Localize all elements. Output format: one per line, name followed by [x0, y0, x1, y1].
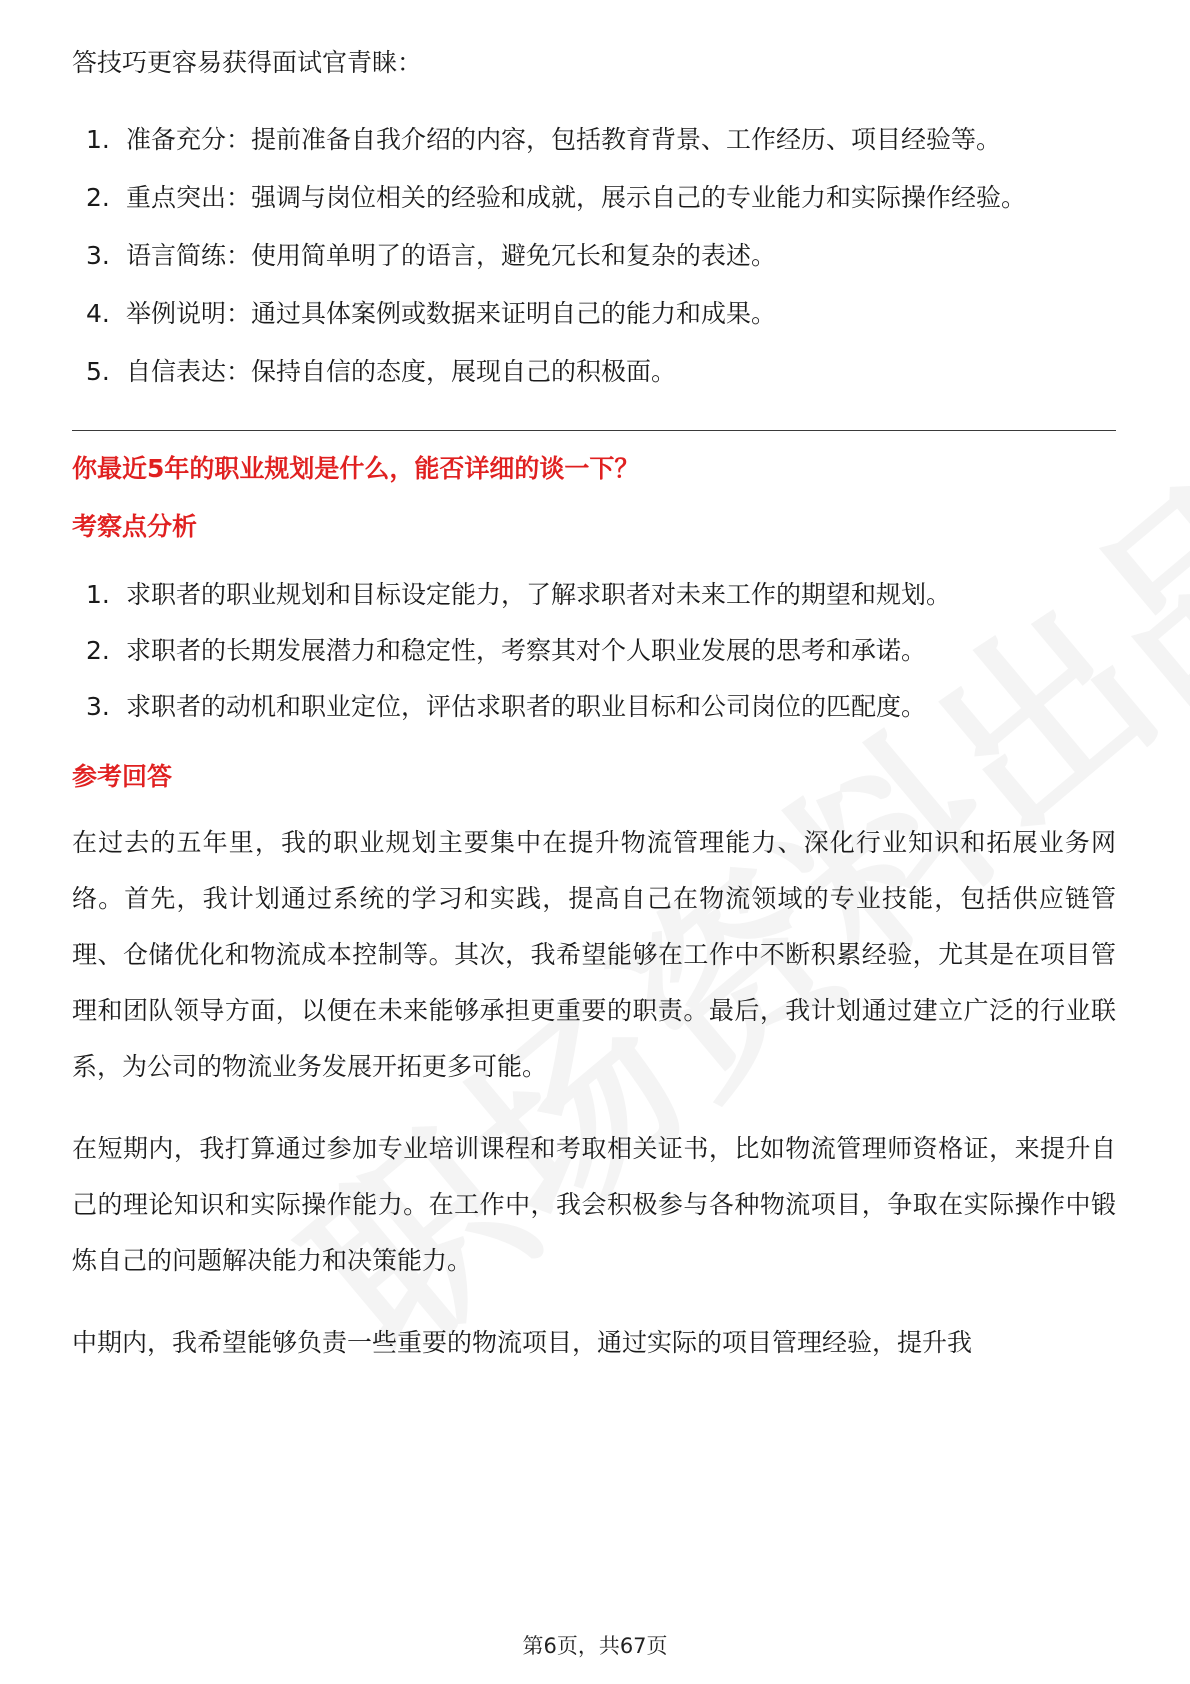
list-number: 3. — [86, 692, 110, 721]
list-item — [72, 228, 1116, 284]
list-item — [72, 344, 1116, 400]
list-number: 1. — [86, 125, 110, 154]
list-item — [72, 679, 1116, 735]
list-item-text: 求职者的动机和职业定位，评估求职者的职业目标和公司岗位的匹配度。 — [126, 692, 927, 721]
tips-list — [72, 112, 1116, 400]
list-item — [72, 170, 1116, 226]
list-number: 2. — [86, 183, 110, 212]
analysis-list — [72, 567, 1116, 735]
list-item — [72, 623, 1116, 679]
list-item-text: 重点突出：强调与岗位相关的经验和成就，展示自己的专业能力和实际操作经验。 — [126, 183, 1027, 212]
list-item — [72, 112, 1116, 168]
analysis-heading: 考察点分析 — [72, 512, 198, 541]
list-item — [72, 567, 1116, 623]
list-item-text: 准备充分：提前准备自我介绍的内容，包括教育背景、工作经历、项目经验等。 — [126, 125, 1002, 154]
page-number: 第6页，共67页 — [522, 1634, 668, 1658]
section-divider — [72, 430, 1116, 431]
list-item-text: 举例说明：通过具体案例或数据来证明自己的能力和成果。 — [126, 299, 777, 328]
question-title: 你最近5年的职业规划是什么，能否详细的谈一下？ — [72, 454, 640, 483]
answer-paragraph: 在过去的五年里，我的职业规划主要集中在提升物流管理能力、深化行业知识和拓展业务网络。首先，我计划通过系统的学习和实践，提高自己在物流领域的专业技能，包括供应链管理、仓储优化和物流成本控制等。其次，我希望能够在工作中不断积累经验，尤其是在项目管理和团队领导方面，以便在未来能够承担更重要的职责。最后，我计划通过建立广泛的行业联系，为公司的物流业务发展开拓更多可能。 — [72, 828, 1116, 1081]
intro-text: 答技巧更容易获得面试官青睐： — [72, 48, 423, 77]
list-number: 4. — [86, 299, 110, 328]
list-number: 3. — [86, 241, 110, 270]
list-item-text: 求职者的长期发展潜力和稳定性，考察其对个人职业发展的思考和承诺。 — [126, 636, 927, 665]
list-number: 5. — [86, 357, 110, 386]
list-item-text: 语言简练：使用简单明了的语言，避免冗长和复杂的表述。 — [126, 241, 777, 270]
list-number: 1. — [86, 580, 110, 609]
answer-heading: 参考回答 — [72, 762, 173, 791]
answer-paragraph: 中期内，我希望能够负责一些重要的物流项目，通过实际的项目管理经验，提升我 — [72, 1328, 973, 1357]
list-item — [72, 286, 1116, 342]
page-content — [72, 44, 1116, 1371]
list-item-text: 求职者的职业规划和目标设定能力，了解求职者对未来工作的期望和规划。 — [126, 580, 952, 609]
list-item-text: 自信表达：保持自信的态度，展现自己的积极面。 — [126, 357, 677, 386]
answer-paragraph: 在短期内，我打算通过参加专业培训课程和考取相关证书，比如物流管理师资格证，来提升自己的理论知识和实际操作能力。在工作中，我会积极参与各种物流项目，争取在实际操作中锻炼自己的问题解决能力和决策能力。 — [72, 1134, 1116, 1275]
list-number: 2. — [86, 636, 110, 665]
